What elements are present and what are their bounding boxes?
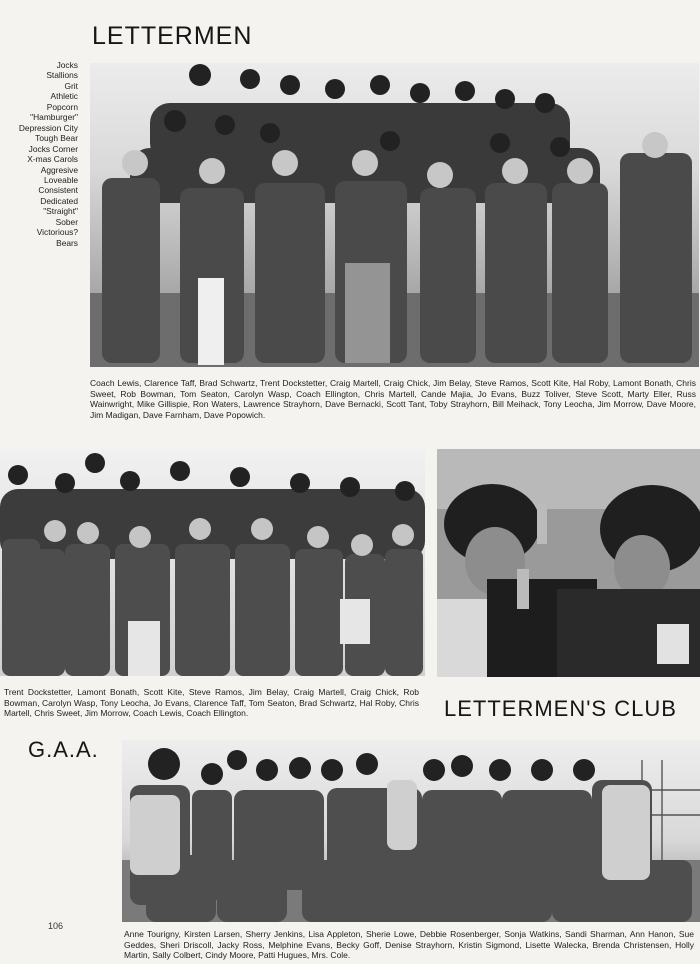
side-word: Sober (55, 216, 78, 227)
side-word: Depression City (18, 122, 78, 133)
gaa-group-photo (122, 740, 700, 922)
side-word: Bears (56, 237, 78, 248)
side-word: Stallions (46, 70, 78, 81)
lettermens-club-group-photo (0, 449, 425, 676)
gaa-heading: G.A.A. (28, 737, 99, 762)
side-word: Jocks (56, 60, 78, 70)
lettermens-club-caption: Trent Dockstetter, Lamont Bonath, Scott Kite, Steve Ramos, Jim Belay, Craig Martell, Craig Chick, Rob Bowman, Carolyn Wasp, Tony Leocha, Jo Evans, Clarence Taff, Tom Seaton, Brad Schwartz, Hal Roby, Chris Martell, Chris Sweet, Jim Morrow, Coach Lewis, Coach Ellington. (4, 687, 419, 719)
page-number: 106 (48, 921, 64, 931)
side-word: Athletic (50, 91, 78, 102)
side-word: Aggresive (40, 164, 78, 175)
side-word: Consistent (38, 185, 78, 196)
side-word: X-mas Carols (27, 154, 78, 165)
lettermen-group-photo (90, 63, 699, 367)
side-word: Popcorn (46, 101, 78, 112)
lettermen-caption: Coach Lewis, Clarence Taff, Brad Schwartz, Trent Dockstetter, Craig Martell, Craig Chick, Jim Belay, Steve Ramos, Scott Kite, Hal Roby, Lamont Bonath, Chris Sweet, Rob Bowman, Tom Seaton, Carolyn Wasp, Coach Ellington, Chris Martell, Cande Majia, Jo Evans, Buzz Toliver, Steve Scott, Marty Eller, Russ Wainwright, Mike Gillispie, Ron Waters, Lawrence Strayhorn, Dave Bernacki, Scott Tant, Toby Strayhorn, Bill Meihack, Tony Leocha, Jim Morrow, Dave Moore, Jim Madigan, Dave Farnham, Dave Popowich. (90, 378, 696, 420)
side-word-list (4, 60, 78, 248)
side-word: Victorious? (36, 227, 78, 238)
side-word: Jocks Corner (28, 143, 78, 154)
side-word: Tough Bear (35, 133, 78, 144)
side-word: Dedicated (40, 195, 78, 206)
side-word: Grit (64, 80, 78, 91)
side-word: "Straight" (43, 206, 78, 217)
side-word: Loveable (44, 174, 78, 185)
lettermen-heading: LETTERMEN (92, 22, 253, 50)
gaa-caption: Anne Tourigny, Kirsten Larsen, Sherry Jenkins, Lisa Appleton, Sherie Lowe, Debbie Rosenberger, Sonja Watkins, Sandi Sharman, Ann Hanon, Sue Geddes, Sheri Driscoll, Jacky Ross, Melphine Evans, Becky Goff, Denise Strayhorn, Kristin Sigmond, Lisette Walecka, Brenda Christensen, Holly Martin, Sally Colbert, Cindy Moore, Patti Hugues, Mrs. Cole. (124, 929, 694, 961)
side-word: "Hamburger" (30, 112, 78, 123)
lettermen-closeup-photo (437, 449, 700, 677)
lettermens-club-heading: LETTERMEN'S CLUB (444, 696, 677, 721)
